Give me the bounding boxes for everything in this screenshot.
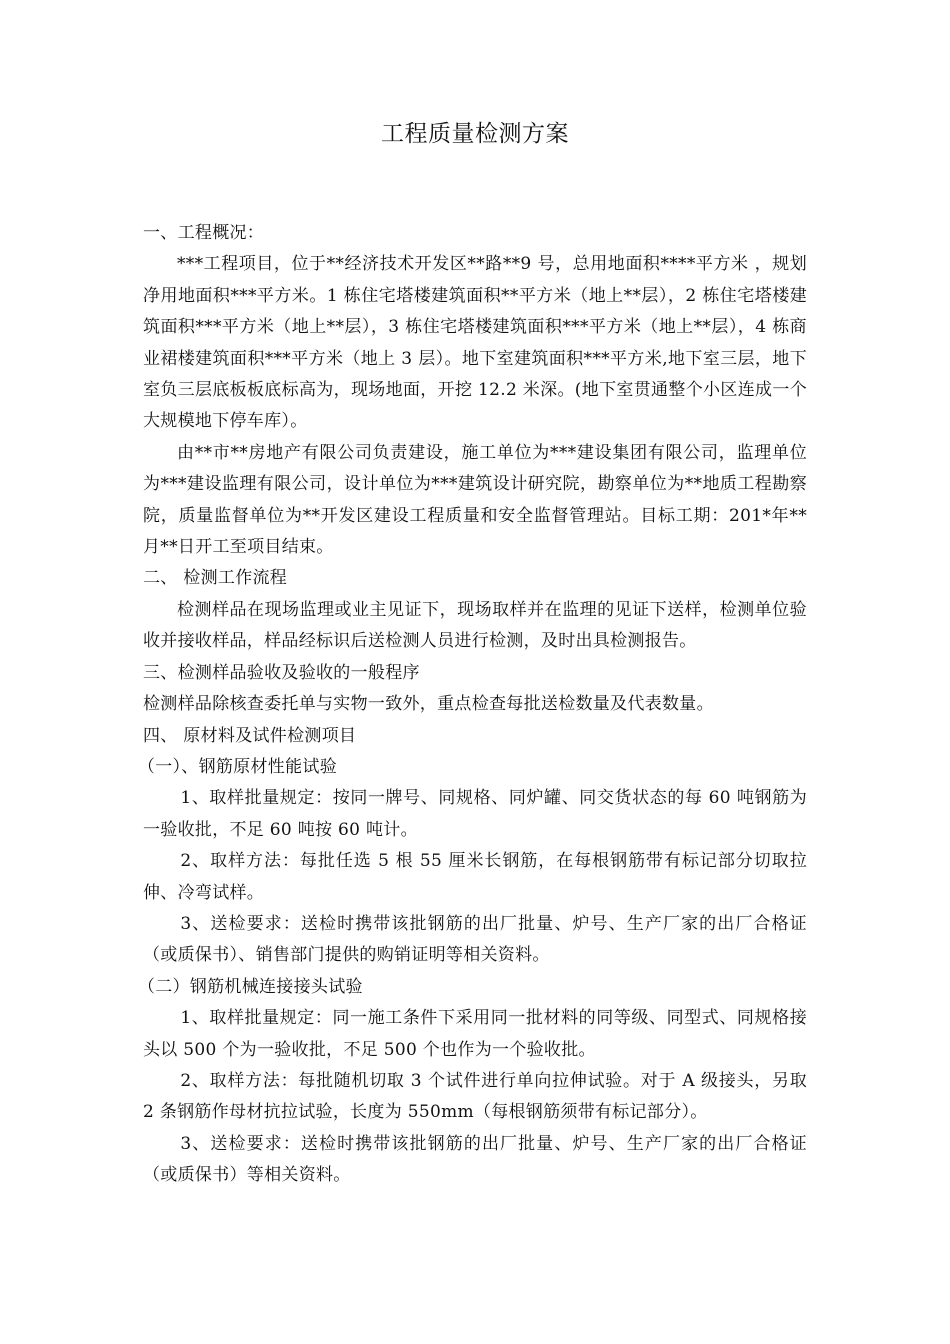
paragraph-acceptance: 检测样品除核查委托单与实物一致外，重点检查每批送检数量及代表数量。	[143, 694, 714, 715]
paragraph-workflow: 检测样品在现场监理或业主见证下，现场取样并在监理的见证下送样，检测单位验收并接收样品，样品经标识后送检测人员进行检测，及时出具检测报告。	[143, 599, 807, 652]
subsection-heading-rebar: （一）、钢筋原材性能试验	[137, 756, 338, 777]
paragraph-rebar-sampling: 2、取样方法：每批任选 5 根 55 厘米长钢筋，在每根钢筋带有标记部分切取拉伸、冷弯试样。	[143, 851, 807, 903]
paragraph-joint-sampling: 2、取样方法：每批随机切取 3 个试件进行单向拉伸试验。对于 A 级接头，另取 2 条钢筋作母材抗拉试验，长度为 550mm（每根钢筋须带有标记部分）。	[143, 1070, 807, 1123]
paragraph-joint-submission: 3、送检要求：送检时携带该批钢筋的出厂批量、炉号、生产厂家的出厂合格证（或质保书）等相关资料。	[143, 1133, 807, 1186]
section-heading-overview: 一、工程概况：	[143, 223, 265, 243]
subsection-heading-mechanical-joint: （二）钢筋机械连接接头试验	[137, 976, 363, 997]
paragraph-rebar-submission: 3、送检要求：送检时携带该批钢筋的出厂批量、炉号、生产厂家的出厂合格证（或质保书）、销售部门提供的购销证明等相关资料。	[143, 913, 807, 966]
section-heading-test-items: 四、 原材料及试件检测项目	[143, 725, 357, 746]
paragraph-project-parties: 由**市**房地产有限公司负责建设，施工单位为***建设集团有限公司，监理单位为***建设监理有限公司，设计单位为***建筑设计研究院，勘察单位为**地质工程勘察院，质量监督单位为**开发区建设工程质量和安全监督管理站。目标工期：201*年**月**日开工至项目结束。	[143, 442, 807, 558]
document-body	[137, 218, 807, 1192]
document-title: 工程质量检测方案	[381, 121, 569, 147]
section-heading-workflow: 二、 检测工作流程	[143, 568, 288, 589]
paragraph-joint-batch: 1、取样批量规定：同一施工条件下采用同一批材料的同等级、同型式、同规格接头以 500 个为一验收批，不足 500 个也作为一个验收批。	[143, 1008, 807, 1060]
section-heading-acceptance: 三、检测样品验收及验收的一般程序	[143, 662, 420, 683]
paragraph-rebar-batch: 1、取样批量规定：按同一牌号、同规格、同炉罐、同交货状态的每 60 吨钢筋为一验收批，不足 60 吨按 60 吨计。	[143, 788, 807, 840]
paragraph-project-overview: ***工程项目，位于**经济技术开发区**路**9 号，总用地面积****平方米 ，规划净用地面积***平方米。1 栋住宅塔楼建筑面积**平方米（地上**层），2 栋住宅塔楼建筑面积***平方米（地上**层），3 栋住宅塔楼建筑面积***平方米（地上**层），4 栋商业裙楼建筑面积***平方米（地上 3 层）。地下室建筑面积***平方米,地下室三层，地下室负三层底板板底标高为，现场地面，开挖 12.2 米深。(地下室贯通整个小区连成一个大规模地下停车库）。	[143, 254, 807, 432]
